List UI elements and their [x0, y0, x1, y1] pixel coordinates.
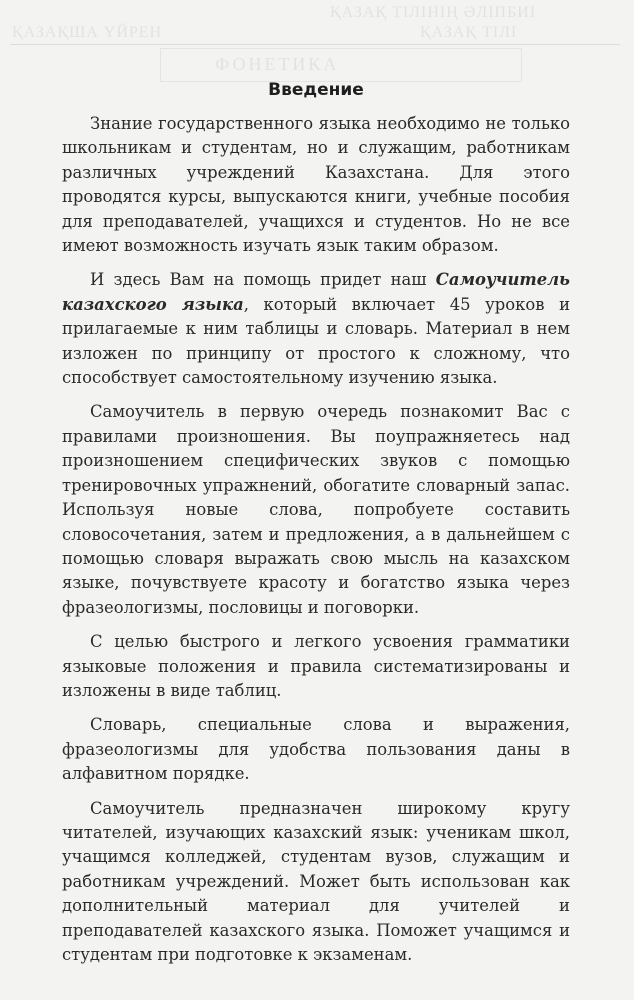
paragraph-2 [62, 268, 570, 390]
paragraph-6: Самоучитель предназначен широкому кругу читателей, изучающих казахский язык: ученикам школ, учащимся колледжей, студентам вузов, служащим и работникам учреждений. Может быть использован как дополнительный материал для учителей и преподавателей казахского языка. Поможет учащимся и студентам при подготовке к экзаменам. [62, 798, 570, 964]
paragraph-5: Словарь, специальные слова и выражения, фразеологизмы для удобства пользования даны в алфавитном порядке. [62, 715, 570, 784]
paragraph-1: Знание государственного языка необходимо не только школьникам и студентам, но и служащим, работникам различных учреждений Казахстана. Для этого проводятся курсы, выпускаются книги, учебные пособия для преподавателей, учащихся и студентов. Но не все имеют возможность изучать язык таким образом. [62, 114, 570, 256]
page-title: Введение [268, 80, 364, 100]
show-through-header-left: ҚАЗАҚША ҮЙРЕН [12, 24, 163, 41]
show-through-rule [10, 44, 620, 45]
paragraph-2-rest: , который включает 45 уроков и прилагаемые к ним таблицы и словарь. Материал в нем изложен по принципу от простого к сложному, что способствует самостоятельному изучению языка. [62, 294, 570, 388]
show-through-header-mid: ҚАЗАҚ ТІЛІ [420, 24, 518, 41]
show-through-heading: ФОНЕТИКА [215, 54, 340, 74]
paragraph-4: С целью быстрого и легкого усвоения грамматики языковые положения и правила систематизированы и изложены в виде таблиц. [62, 632, 570, 700]
paragraph-3: Самоучитель в первую очередь познакомит Вас с правилами произношения. Вы поупражняетесь над произношением специфических звуков с помощью тренировочных упражнений, обогатите словарный запас. Используя новые слова, попробуете составить словосочетания, затем и предложения, а в дальнейшем с помощью словаря выражать свою мысль на казахском языке, почувствуете красоту и богатство языка через фразеологизмы, пословицы и поговорки. [62, 402, 570, 617]
book-title-emphasis: Самоучитель казахского языка [62, 270, 570, 314]
show-through-header-right: ҚАЗАҚ ТІЛІНІҢ ӘЛІПБИІ [330, 4, 537, 21]
paragraph-2-lead: И здесь Вам на помощь придет наш [90, 270, 436, 290]
book-page [62, 80, 570, 977]
